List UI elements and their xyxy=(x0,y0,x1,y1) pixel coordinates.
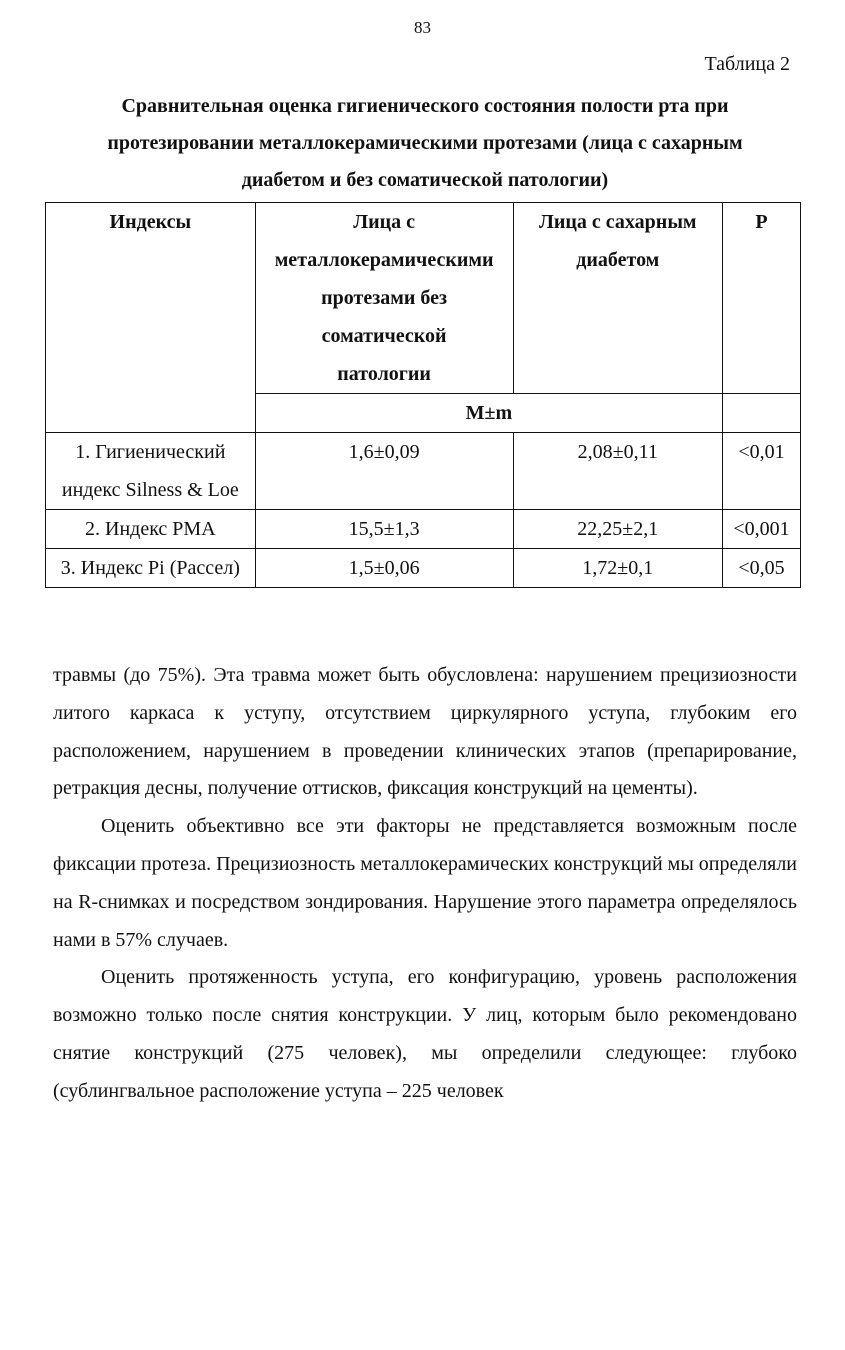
table-title xyxy=(40,88,810,199)
body-text xyxy=(53,657,797,1111)
header-indices: Индексы xyxy=(46,203,256,433)
table-title-line: диабетом и без соматической патологии) xyxy=(241,169,609,191)
row-index-name: 1. Гигиенический индекс Silness & Loe xyxy=(46,433,256,510)
row-index-name: 3. Индекс Pi (Рассел) xyxy=(46,549,256,588)
row-value-p: <0,01 xyxy=(723,433,801,510)
row-value-healthy: 1,5±0,06 xyxy=(255,549,513,588)
row-value-diabetes: 1,72±0,1 xyxy=(513,549,723,588)
row-value-p: <0,05 xyxy=(723,549,801,588)
comparison-table xyxy=(45,202,801,588)
table-title-line: протезировании металлокерамическими протезами (лица с сахарным xyxy=(107,132,743,154)
paragraph: Оценить протяженность уступа, его конфигурацию, уровень расположения возможно только после снятия конструкции. У лиц, которым было рекомендовано снятие конструкций (275 человек), мы определили следующее: глубоко (сублингвальное расположение уступа – 225 человек xyxy=(53,966,797,1102)
header-group-diabetes: Лица с сахарным диабетом xyxy=(513,203,723,394)
table-title-line: Сравнительная оценка гигиенического состояния полости рта при xyxy=(121,95,729,117)
row-value-healthy: 1,6±0,09 xyxy=(255,433,513,510)
header-group-healthy: Лица с металлокерамическими протезами без соматической патологии xyxy=(255,203,513,394)
table-header-row xyxy=(46,203,801,394)
row-value-healthy: 15,5±1,3 xyxy=(255,510,513,549)
table-row xyxy=(46,510,801,549)
header-stat: M±m xyxy=(255,394,722,433)
table-row xyxy=(46,549,801,588)
paragraph: Оценить объективно все эти факторы не представляется возможным после фиксации протеза. Прецизиозность металлокерамических конструкций мы определяли на R-снимках и посредством зондирования. Нарушение этого параметра определялось нами в 57% случаев. xyxy=(53,815,797,951)
row-value-diabetes: 2,08±0,11 xyxy=(513,433,723,510)
paragraph: травмы (до 75%). Эта травма может быть обусловлена: нарушением прецизиозности литого каркаса к уступу, отсутствием циркулярного уступа, глубоким его расположением, нарушением в проведении клинических этапов (препарирование, ретракция десны, получение оттисков, фиксация конструкций на цементы). xyxy=(53,664,797,800)
row-value-diabetes: 22,25±2,1 xyxy=(513,510,723,549)
table-row xyxy=(46,433,801,510)
table-label: Таблица 2 xyxy=(704,53,790,75)
page-number: 83 xyxy=(414,18,431,37)
row-index-name: 2. Индекс РМА xyxy=(46,510,256,549)
row-value-p: <0,001 xyxy=(723,510,801,549)
header-empty-cell xyxy=(723,394,801,433)
header-p: P xyxy=(723,203,801,394)
